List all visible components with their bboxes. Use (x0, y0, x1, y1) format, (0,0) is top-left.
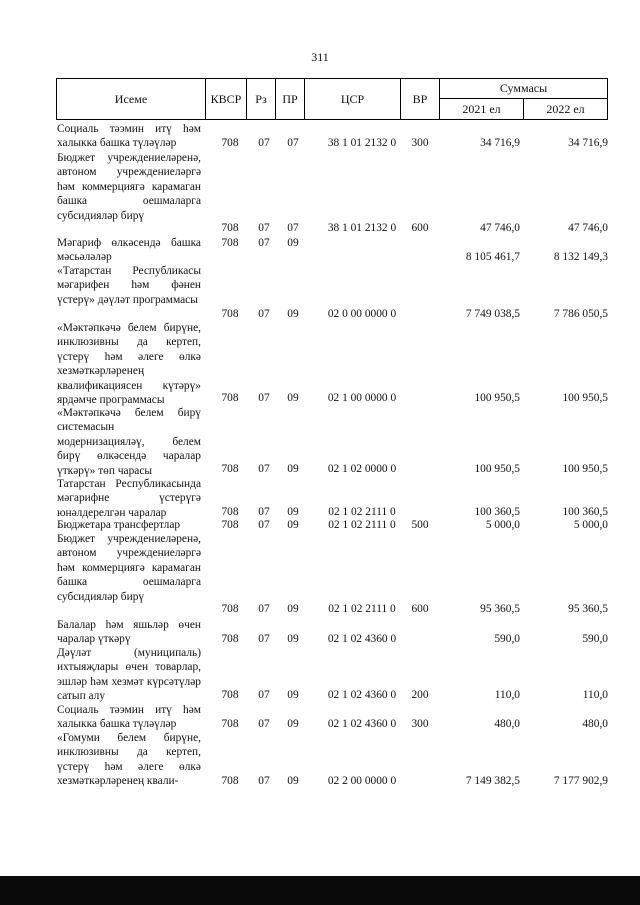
row-rz: 07 (258, 519, 270, 531)
row-sum-2021: 95 360,5 (480, 603, 520, 615)
row-pr: 09 (287, 506, 299, 518)
row-name: «Мәктәпкәчә белем бирү системасын модернизацияләү, белем бирү өлкәсендә чаралар үткәрү» төп чарасы (57, 407, 201, 477)
row-name: Социаль тәэмин итү һәм халыкка башка түләүләр (57, 704, 201, 731)
row-sum-2021: 5 000,0 (485, 519, 520, 531)
table-row (0, 477, 640, 520)
row-sum-2022: 100 950,5 (562, 463, 608, 475)
row-pr: 09 (287, 237, 299, 249)
page-number: 311 (311, 50, 329, 64)
row-name: Социаль тәэмин итү һәм халыкка башка түләүләр (57, 123, 201, 150)
row-sum-2021: 100 950,5 (474, 392, 520, 404)
row-csr: 38 1 01 2132 0 (327, 222, 397, 234)
row-sum-2022: 100 950,5 (562, 392, 608, 404)
row-sum-2022: 95 360,5 (568, 603, 608, 615)
table-header (56, 78, 608, 120)
row-name: Бюджет учреждениеләренә, автоном учреждениеләргә һәм коммерциягә карамаган башка оешмаларга субсидияләр бирү (57, 152, 201, 222)
header-kvsr: КВСР (205, 78, 247, 120)
row-sum-2022: 34 716,9 (568, 137, 608, 149)
row-pr: 09 (287, 519, 299, 531)
row-name: Дәүләт (муниципаль) ихтыяҗлары өчен товарлар, эшләр һәм хезмәт күрсәтүләр сатып алу (57, 647, 201, 703)
row-name: Балалар һәм яшьләр өчен чаралар үткәрү (57, 619, 201, 646)
row-vr: 300 (411, 718, 429, 730)
table-row (0, 532, 640, 618)
row-rz: 07 (258, 308, 270, 320)
row-name: Татарстан Республикасында мәгарифне үстерүгә юнәлдерелгән чаралар (57, 478, 201, 519)
table-row (0, 646, 640, 703)
row-sum-2021: 110,0 (494, 689, 520, 701)
scan-edge (0, 876, 640, 905)
row-vr: 600 (411, 222, 429, 234)
header-rz: Рз (246, 78, 276, 120)
row-vr: 500 (411, 519, 429, 531)
header-vr: ВР (400, 78, 440, 120)
row-pr: 09 (287, 718, 299, 730)
row-kvsr: 708 (221, 222, 239, 234)
row-vr: 200 (411, 689, 429, 701)
header-name: Исеме (56, 78, 206, 120)
row-vr: 300 (411, 137, 429, 149)
row-kvsr: 708 (221, 463, 239, 475)
row-csr: 02 1 02 2111 0 (328, 603, 396, 615)
row-name: Бюджет учреждениеләренә, автоном учреждениеләргә һәм коммерциягә карамаган башка оешмаларга субсидияләр бирү (57, 533, 201, 603)
row-kvsr: 708 (221, 633, 239, 645)
header-csr: ЦСР (304, 78, 401, 120)
table-row (0, 518, 640, 533)
row-pr: 09 (287, 689, 299, 701)
row-pr: 09 (287, 392, 299, 404)
row-pr: 09 (287, 633, 299, 645)
row-csr: 02 1 02 4360 0 (327, 689, 397, 701)
row-kvsr: 708 (221, 775, 239, 787)
row-sum-2022: 7 177 902,9 (553, 775, 608, 787)
row-rz: 07 (258, 137, 270, 149)
row-rz: 07 (258, 633, 270, 645)
row-csr: 38 1 01 2132 0 (327, 137, 397, 149)
row-kvsr: 708 (221, 137, 239, 149)
row-sum-2022: 7 786 050,5 (553, 308, 608, 320)
table-row (0, 151, 640, 237)
row-sum-2022: 110,0 (582, 689, 608, 701)
row-pr: 07 (287, 137, 299, 149)
table-row (0, 618, 640, 647)
header-sums: Суммасы (439, 78, 608, 99)
row-pr: 09 (287, 463, 299, 475)
row-rz: 07 (258, 775, 270, 787)
row-sum-2021: 590,0 (494, 633, 520, 645)
row-kvsr: 708 (221, 519, 239, 531)
row-csr: 02 1 02 4360 0 (327, 718, 397, 730)
row-kvsr: 708 (221, 718, 239, 730)
row-kvsr: 708 (221, 392, 239, 404)
row-sum-2022: 47 746,0 (568, 222, 608, 234)
row-csr: 02 0 00 0000 0 (327, 308, 397, 320)
table-row (0, 703, 640, 732)
row-rz: 07 (258, 603, 270, 615)
row-sum-2021: 7 149 382,5 (465, 775, 520, 787)
row-pr: 09 (287, 775, 299, 787)
row-sum-2021: 47 746,0 (480, 222, 520, 234)
row-rz: 07 (258, 392, 270, 404)
table-row (0, 264, 640, 322)
row-csr: 02 1 02 2111 0 (328, 519, 396, 531)
row-sum-2022: 590,0 (582, 633, 608, 645)
row-pr: 07 (287, 222, 299, 234)
row-sum-2021: 480,0 (494, 718, 520, 730)
row-pr: 09 (287, 308, 299, 320)
row-pr: 09 (287, 603, 299, 615)
row-sum-2021: 100 950,5 (474, 463, 520, 475)
row-sum-2021: 7 749 038,5 (465, 308, 520, 320)
header-pr: ПР (275, 78, 305, 120)
row-rz: 07 (258, 463, 270, 475)
row-name: «Мәктәпкәчә белем бирүне, инклюзивны да кертеп, үстерү һәм әлеге өлкә хезмәткәрләренең квалификациясен күтәрү» ярдәмче программасы (57, 322, 201, 407)
header-year-2021: 2021 ел (439, 98, 524, 120)
row-sum-2022: 100 360,5 (562, 506, 608, 518)
row-sum-2022: 5 000,0 (573, 519, 608, 531)
row-sum-2022: 8 132 149,3 (553, 251, 608, 263)
table-row (0, 731, 640, 789)
row-csr: 02 2 00 0000 0 (327, 775, 397, 787)
row-name: Мәгариф өлкәсендә башка мәсьәләләр (57, 237, 201, 264)
row-sum-2022: 480,0 (582, 718, 608, 730)
row-kvsr: 708 (221, 308, 239, 320)
row-vr: 600 (411, 603, 429, 615)
row-kvsr: 708 (221, 506, 239, 518)
row-name: Бюджетара трансфертлар (57, 519, 181, 531)
row-rz: 07 (258, 718, 270, 730)
row-sum-2021: 100 360,5 (474, 506, 520, 518)
row-kvsr: 708 (221, 603, 239, 615)
row-sum-2021: 8 105 461,7 (465, 251, 520, 263)
row-csr: 02 1 02 0000 0 (327, 463, 397, 475)
table-row (0, 406, 640, 478)
table-row (0, 236, 640, 265)
row-sum-2021: 34 716,9 (480, 137, 520, 149)
row-csr: 02 1 00 0000 0 (327, 392, 397, 404)
row-rz: 07 (258, 237, 270, 249)
row-name: «Татарстан Республикасы мәгарифен һәм фәнен үстерү» дәүләт программасы (57, 265, 201, 306)
header-year-2022: 2022 ел (523, 98, 608, 120)
row-rz: 07 (258, 689, 270, 701)
row-csr: 02 1 02 4360 0 (327, 633, 397, 645)
row-name: «Гомуми белем бирүне, инклюзивны да кертеп, үстерү һәм әлеге өлкә хезмәткәрләренең квали- (57, 732, 201, 788)
row-kvsr: 708 (221, 689, 239, 701)
row-rz: 07 (258, 506, 270, 518)
row-kvsr: 708 (221, 237, 239, 249)
table-row (0, 321, 640, 407)
table-row (0, 122, 640, 151)
row-csr: 02 1 02 2111 0 (328, 506, 396, 518)
row-rz: 07 (258, 222, 270, 234)
